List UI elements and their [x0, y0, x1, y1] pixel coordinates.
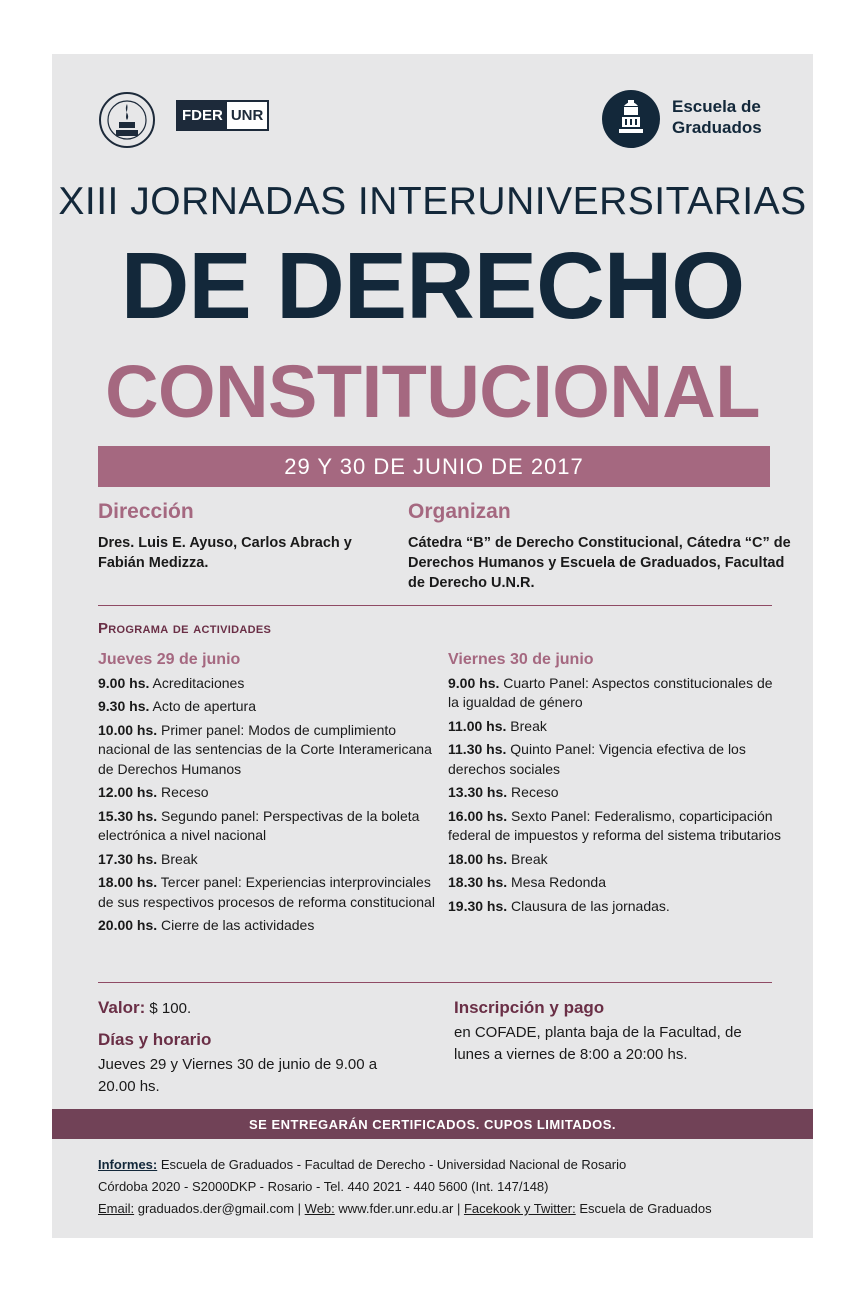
- direccion-text: Dres. Luis E. Ayuso, Carlos Abrach y Fabián Medizza.: [98, 535, 352, 571]
- direccion-heading: Dirección: [98, 500, 194, 523]
- email-link[interactable]: graduados.der@gmail.com: [137, 1201, 295, 1216]
- item-time: 20.00 hs.: [98, 917, 158, 933]
- poster: [52, 54, 813, 1238]
- divider: [98, 982, 772, 983]
- day-column-friday: [448, 650, 783, 920]
- schedule-item: [448, 783, 783, 803]
- schedule-item: [98, 783, 438, 803]
- dias-horario-text: Jueves 29 y Viernes 30 de junio de 9.00 a 20.00 hs.: [98, 1056, 378, 1095]
- item-time: 10.00 hs.: [98, 721, 158, 738]
- building-icon: [602, 90, 660, 148]
- web-label: Web:: [304, 1201, 335, 1216]
- item-time: 12.00 hs.: [98, 784, 158, 800]
- social-text: Escuela de Graduados: [579, 1201, 712, 1216]
- fder-unr-logo: [176, 100, 269, 131]
- schedule-item: [98, 873, 438, 912]
- item-text: Cuarto Panel: Aspectos constitucionales de la igualdad de género: [448, 674, 773, 710]
- programa-heading: Programa de actividades: [98, 620, 272, 637]
- item-time: 18.30 hs.: [448, 874, 508, 890]
- item-time: 15.30 hs.: [98, 807, 158, 824]
- escuela-graduados-logo: [602, 90, 660, 148]
- dias-horario-heading: Días y horario: [98, 1030, 212, 1049]
- item-time: 9.00 hs.: [98, 674, 150, 691]
- item-text: Cierre de las actividades: [161, 917, 315, 933]
- item-text: Acto de apertura: [152, 698, 257, 714]
- item-time: 11.30 hs.: [448, 741, 507, 757]
- divider: [98, 605, 772, 606]
- item-text: Segundo panel: Perspectivas de la boleta electrónica a nivel nacional: [98, 807, 420, 843]
- schedule-item: [98, 850, 438, 870]
- day-title: Viernes 30 de junio: [448, 651, 594, 668]
- item-text: Break: [161, 850, 198, 867]
- fder-logo-text: FDER: [178, 102, 227, 129]
- item-time: 13.30 hs.: [448, 784, 508, 800]
- schedule-item: [448, 740, 783, 779]
- item-text: Acreditaciones: [152, 674, 245, 691]
- valor: [98, 998, 191, 1018]
- date-band: 29 Y 30 DE JUNIO DE 2017: [98, 446, 770, 487]
- item-text: Break: [511, 850, 548, 867]
- schedule-item: [448, 897, 783, 917]
- title-line-1: XIII JORNADAS INTERUNIVERSITARIAS: [58, 180, 807, 223]
- separator: |: [456, 1201, 461, 1216]
- schedule-item: [98, 721, 438, 780]
- separator: |: [297, 1201, 302, 1216]
- informes-text: Escuela de Graduados - Facultad de Derecho - Universidad Nacional de Rosario: [160, 1157, 627, 1172]
- valor-value: $ 100.: [149, 1000, 192, 1017]
- item-text: Tercer panel: Experiencias interprovinciales de sus respectivos procesos de reforma constitucional: [98, 874, 435, 910]
- footer-contacts: [98, 1198, 798, 1220]
- item-time: 9.30 hs.: [98, 698, 150, 714]
- item-time: 19.30 hs.: [448, 897, 508, 914]
- schedule-item: [448, 873, 783, 893]
- footer-informes: [98, 1154, 798, 1176]
- item-text: Sexto Panel: Federalismo, coparticipación federal de impuestos y reforma del sistema tributarios: [448, 807, 782, 843]
- valor-label: Valor:: [98, 998, 146, 1017]
- unr-seal-logo: [98, 90, 156, 150]
- social-label: Facekook y Twitter:: [463, 1201, 576, 1216]
- item-time: 11.00 hs.: [448, 717, 507, 734]
- item-text: Mesa Redonda: [511, 874, 606, 890]
- schedule-item: [448, 807, 783, 846]
- schedule-item: [98, 807, 438, 846]
- item-text: Primer panel: Modos de cumplimiento nacional de las sentencias de la Corte Interamericana de Derechos Humanos: [98, 721, 432, 777]
- item-time: 9.00 hs.: [448, 674, 500, 691]
- item-time: 16.00 hs.: [448, 807, 508, 824]
- unr-logo-text: UNR: [227, 102, 268, 129]
- day-column-thursday: [98, 650, 438, 940]
- informes-label: Informes:: [98, 1157, 158, 1172]
- day-title: Jueves 29 de junio: [98, 651, 241, 668]
- item-time: 18.00 hs.: [448, 850, 508, 867]
- inscripcion-text: en COFADE, planta baja de la Facultad, de lunes a viernes de 8:00 a 20:00 hs.: [454, 1024, 742, 1063]
- item-time: 18.00 hs.: [98, 874, 158, 890]
- organizan-heading: Organizan: [408, 500, 511, 523]
- title-line-2: DE DERECHO: [120, 233, 745, 339]
- item-text: Receso: [161, 784, 209, 800]
- schedule-item: [448, 674, 783, 713]
- item-text: Clausura de las jornadas.: [511, 897, 670, 914]
- organizan-text: Cátedra “B” de Derecho Constitucional, Cátedra “C” de Derechos Humanos y Escuela de Graduados, Facultad de Derecho U.N.R.: [408, 535, 791, 591]
- title-line-3: CONSTITUCIONAL: [105, 350, 760, 433]
- escuela-graduados-logo-text: Escuela de Graduados: [672, 97, 762, 137]
- schedule-item: [448, 850, 783, 870]
- schedule-item: [448, 717, 783, 737]
- item-text: Receso: [511, 784, 559, 800]
- footer: [98, 1154, 798, 1220]
- email-label: Email:: [98, 1201, 135, 1216]
- inscripcion-heading: Inscripción y pago: [454, 998, 605, 1017]
- schedule-item: [98, 697, 438, 717]
- schedule-item: [98, 674, 438, 694]
- item-text: Break: [510, 717, 547, 734]
- footer-address: Córdoba 2020 - S2000DKP - Rosario - Tel. 440 2021 - 440 5600 (Int. 147/148): [98, 1179, 549, 1194]
- web-link[interactable]: www.fder.unr.edu.ar: [338, 1201, 454, 1216]
- schedule-item: [98, 916, 438, 936]
- item-time: 17.30 hs.: [98, 850, 158, 867]
- certificates-band: SE ENTREGARÁN CERTIFICADOS. CUPOS LIMITADOS.: [52, 1109, 813, 1139]
- item-text: Quinto Panel: Vigencia efectiva de los derechos sociales: [448, 741, 746, 777]
